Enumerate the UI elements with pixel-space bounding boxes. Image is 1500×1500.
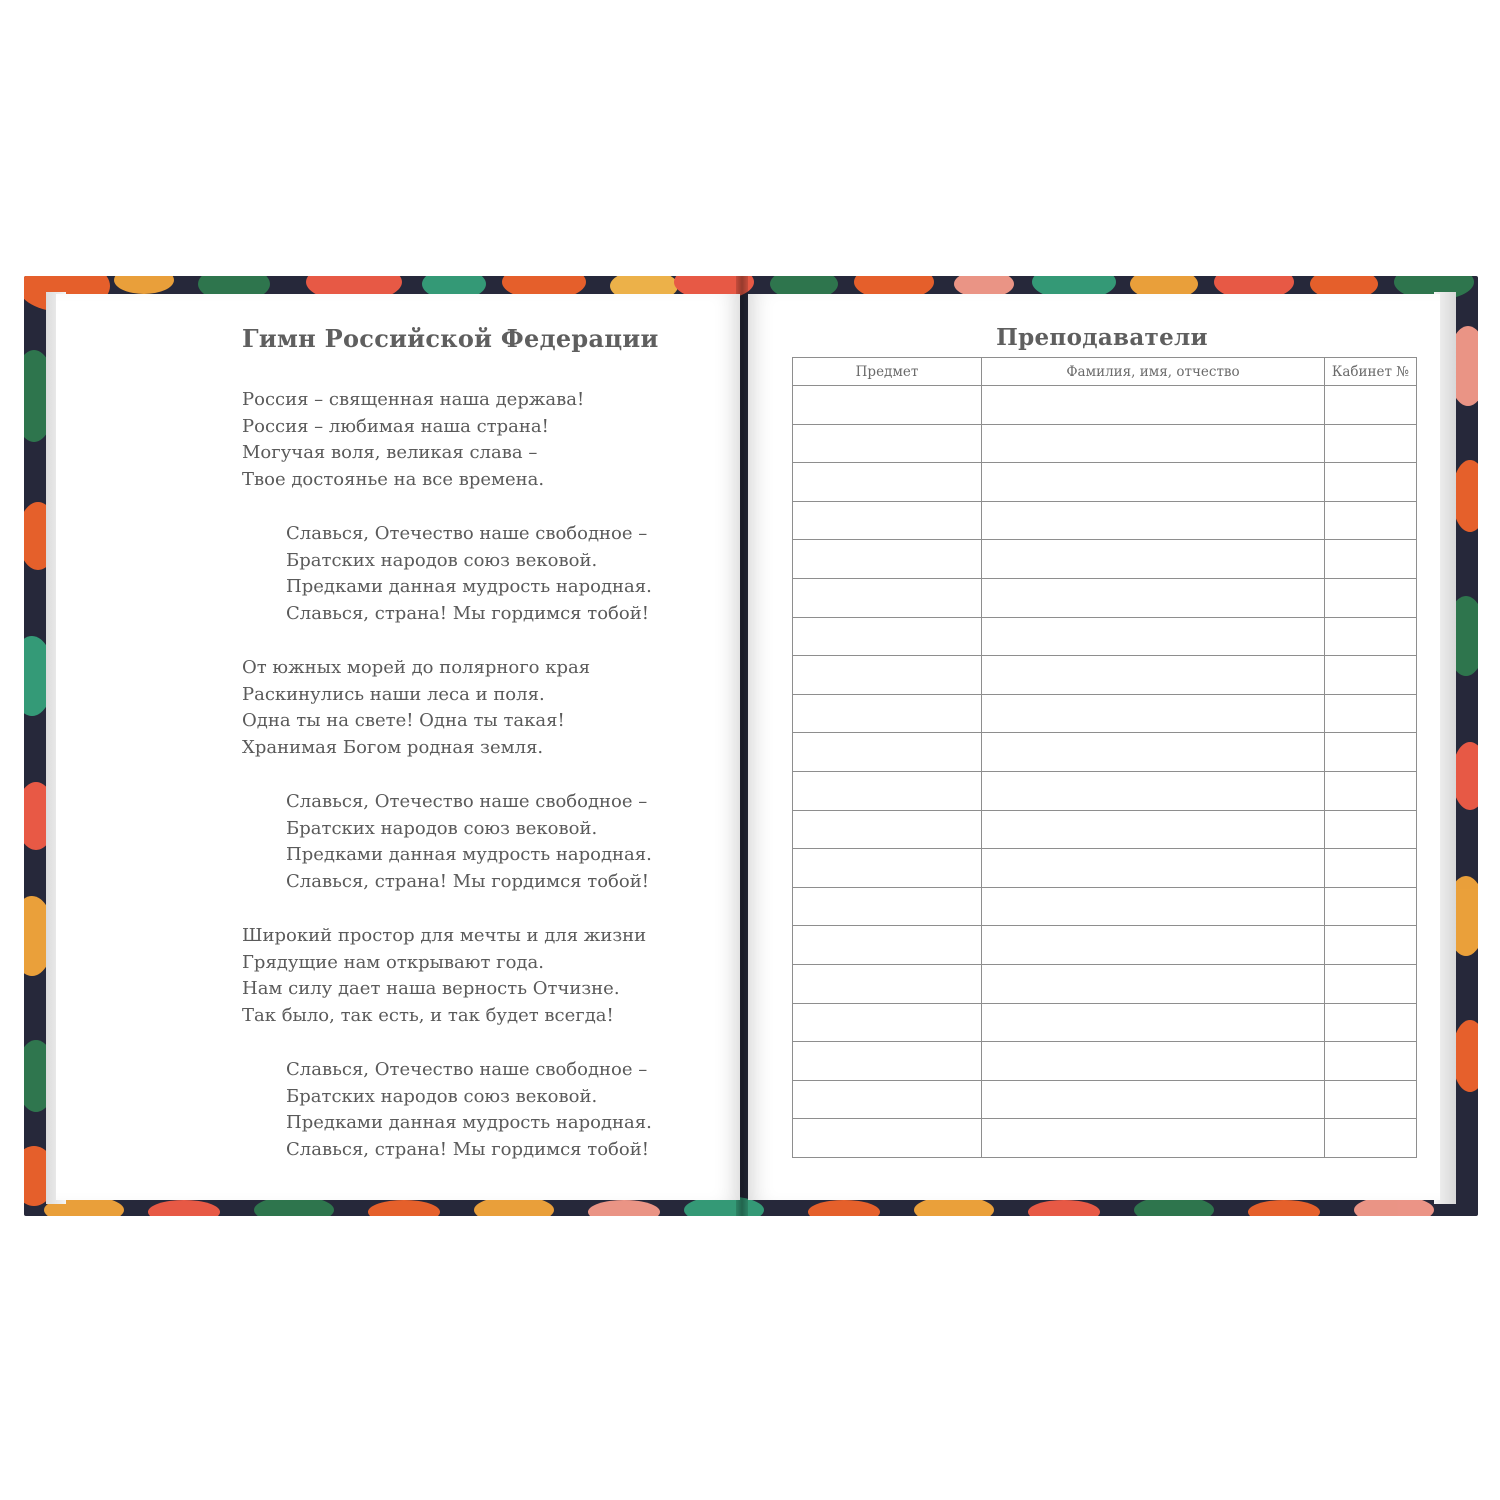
full-name-cell xyxy=(982,849,1325,888)
full-name-cell xyxy=(982,810,1325,849)
teachers-table xyxy=(792,357,1417,1158)
stanza-line: Россия – любимая наша страна! xyxy=(242,415,549,437)
subject-cell xyxy=(793,501,982,540)
room-cell xyxy=(1325,578,1417,617)
stanza-line: Грядущие нам открывают года. xyxy=(242,951,544,973)
table-row xyxy=(793,1080,1417,1119)
full-name-cell xyxy=(982,386,1325,425)
stanza-line: Твое достоянье на все времена. xyxy=(242,468,545,490)
stanza-line: Славься, страна! Мы гордимся тобой! xyxy=(286,1138,649,1160)
full-name-cell xyxy=(982,926,1325,965)
stanza-line: Раскинулись наши леса и поля. xyxy=(242,683,545,705)
stanza-2 xyxy=(242,655,590,761)
teachers-title: Преподаватели xyxy=(996,324,1208,351)
subject-cell xyxy=(793,1003,982,1042)
stanza-line: Предками данная мудрость народная. xyxy=(286,844,652,866)
stanza-line: Предками данная мудрость народная. xyxy=(286,576,652,598)
table-row xyxy=(793,926,1417,965)
room-cell xyxy=(1325,810,1417,849)
room-cell xyxy=(1325,424,1417,463)
stanza-1 xyxy=(242,387,584,493)
stanza-line: Братских народов союз вековой. xyxy=(286,549,598,571)
table-row xyxy=(793,1119,1417,1158)
table-row xyxy=(793,694,1417,733)
subject-cell xyxy=(793,1042,982,1081)
subject-cell xyxy=(793,424,982,463)
table-row xyxy=(793,1042,1417,1081)
subject-cell xyxy=(793,463,982,502)
full-name-cell xyxy=(982,1080,1325,1119)
full-name-cell xyxy=(982,733,1325,772)
chorus-1 xyxy=(286,521,652,627)
table-row xyxy=(793,733,1417,772)
chorus-2 xyxy=(286,789,652,895)
stanza-line: Нам силу дает наша верность Отчизне. xyxy=(242,978,620,1000)
table-row xyxy=(793,540,1417,579)
room-cell xyxy=(1325,540,1417,579)
full-name-cell xyxy=(982,540,1325,579)
table-row xyxy=(793,617,1417,656)
table-row xyxy=(793,463,1417,502)
room-cell xyxy=(1325,386,1417,425)
room-cell xyxy=(1325,964,1417,1003)
table-row xyxy=(793,887,1417,926)
anthem-title: Гимн Российской Федерации xyxy=(242,324,659,353)
subject-cell xyxy=(793,540,982,579)
subject-cell xyxy=(793,617,982,656)
subject-cell xyxy=(793,849,982,888)
room-cell xyxy=(1325,1042,1417,1081)
subject-cell xyxy=(793,578,982,617)
stanza-3 xyxy=(242,923,646,1029)
subject-cell xyxy=(793,733,982,772)
column-header-full-name: Фамилия, имя, отчество xyxy=(982,358,1325,386)
room-cell xyxy=(1325,463,1417,502)
stanza-line: Славься, Отечество наше свободное – xyxy=(286,523,648,544)
room-cell xyxy=(1325,501,1417,540)
stanza-line: Славься, Отечество наше свободное – xyxy=(286,1059,648,1080)
room-cell xyxy=(1325,1003,1417,1042)
table-header-row xyxy=(793,358,1417,386)
table-row xyxy=(793,1003,1417,1042)
room-cell xyxy=(1325,849,1417,888)
stanza-line: Могучая воля, великая слава – xyxy=(242,442,538,464)
full-name-cell xyxy=(982,578,1325,617)
column-header-subject: Предмет xyxy=(793,358,982,386)
room-cell xyxy=(1325,694,1417,733)
full-name-cell xyxy=(982,694,1325,733)
full-name-cell xyxy=(982,1042,1325,1081)
stanza-line: Славься, страна! Мы гордимся тобой! xyxy=(286,602,649,624)
table-row xyxy=(793,386,1417,425)
table-row xyxy=(793,501,1417,540)
room-cell xyxy=(1325,656,1417,695)
full-name-cell xyxy=(982,1119,1325,1158)
stanza-line: Предками данная мудрость народная. xyxy=(286,1112,652,1134)
subject-cell xyxy=(793,810,982,849)
subject-cell xyxy=(793,1119,982,1158)
subject-cell xyxy=(793,656,982,695)
subject-cell xyxy=(793,964,982,1003)
right-page xyxy=(748,294,1440,1200)
full-name-cell xyxy=(982,887,1325,926)
full-name-cell xyxy=(982,656,1325,695)
table-row xyxy=(793,849,1417,888)
stanza-line: Братских народов союз вековой. xyxy=(286,1085,598,1107)
room-cell xyxy=(1325,617,1417,656)
room-cell xyxy=(1325,733,1417,772)
stanza-line: Россия – священная наша держава! xyxy=(242,389,585,410)
table-row xyxy=(793,578,1417,617)
room-cell xyxy=(1325,771,1417,810)
table-row xyxy=(793,656,1417,695)
subject-cell xyxy=(793,1080,982,1119)
room-cell xyxy=(1325,1119,1417,1158)
column-header-room: Кабинет № xyxy=(1325,358,1417,386)
stanza-line: Одна ты на свете! Одна ты такая! xyxy=(242,710,565,732)
stanza-line: Братских народов союз вековой. xyxy=(286,817,598,839)
subject-cell xyxy=(793,771,982,810)
stanza-line: Славься, Отечество наше свободное – xyxy=(286,791,648,812)
room-cell xyxy=(1325,1080,1417,1119)
stanza-line: Широкий простор для мечты и для жизни xyxy=(242,925,647,946)
full-name-cell xyxy=(982,964,1325,1003)
subject-cell xyxy=(793,386,982,425)
table-row xyxy=(793,771,1417,810)
full-name-cell xyxy=(982,501,1325,540)
room-cell xyxy=(1325,926,1417,965)
table-row xyxy=(793,810,1417,849)
left-page xyxy=(56,294,740,1200)
full-name-cell xyxy=(982,1003,1325,1042)
table-row xyxy=(793,424,1417,463)
subject-cell xyxy=(793,926,982,965)
table-row xyxy=(793,964,1417,1003)
subject-cell xyxy=(793,887,982,926)
stanza-line: Так было, так есть, и так будет всегда! xyxy=(242,1004,614,1026)
full-name-cell xyxy=(982,424,1325,463)
chorus-3 xyxy=(286,1057,652,1163)
room-cell xyxy=(1325,887,1417,926)
full-name-cell xyxy=(982,617,1325,656)
stanza-line: Хранимая Богом родная земля. xyxy=(242,736,544,758)
subject-cell xyxy=(793,694,982,733)
stanza-line: Славься, страна! Мы гордимся тобой! xyxy=(286,870,649,892)
full-name-cell xyxy=(982,771,1325,810)
stanza-line: От южных морей до полярного края xyxy=(242,657,591,678)
full-name-cell xyxy=(982,463,1325,502)
